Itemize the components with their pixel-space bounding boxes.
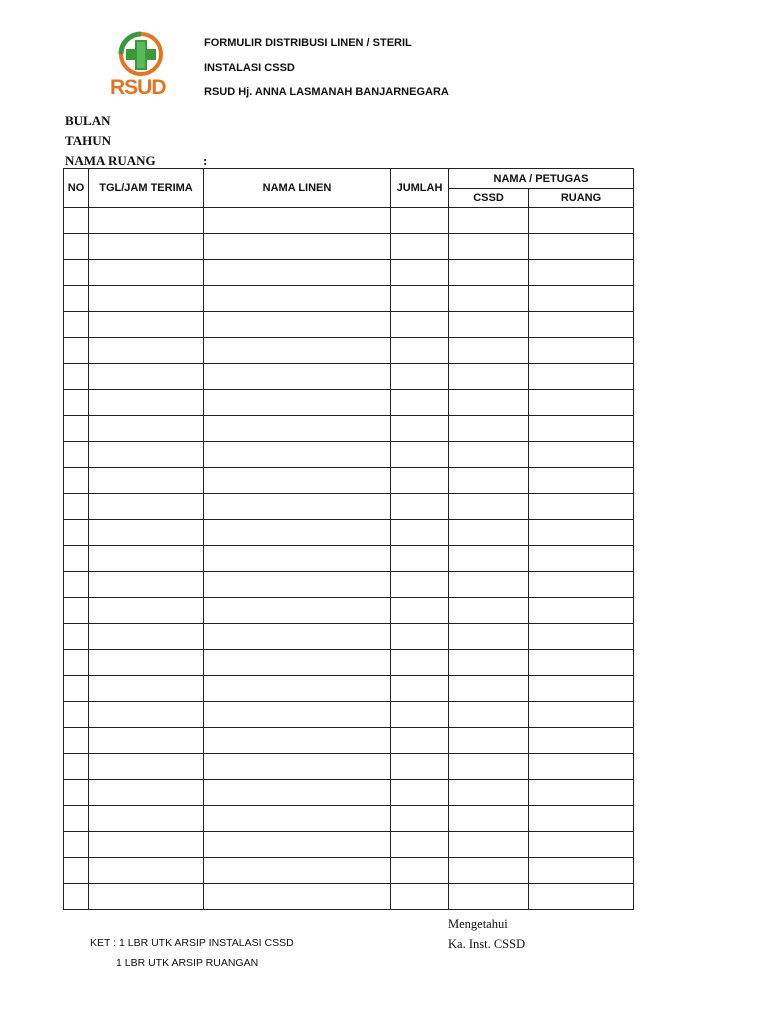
cell-cssd[interactable] bbox=[449, 390, 529, 416]
cell-ruang[interactable] bbox=[529, 546, 634, 572]
cell-no[interactable] bbox=[64, 650, 89, 676]
logo-text: RSUD bbox=[110, 76, 166, 99]
table-row bbox=[64, 442, 634, 468]
cell-cssd[interactable] bbox=[449, 338, 529, 364]
cell-jumlah[interactable] bbox=[391, 650, 449, 676]
cell-tgl-jam[interactable] bbox=[89, 572, 204, 598]
cell-jumlah[interactable] bbox=[391, 260, 449, 286]
table-row bbox=[64, 364, 634, 390]
cell-ruang[interactable] bbox=[529, 780, 634, 806]
cell-nama-linen[interactable] bbox=[204, 650, 391, 676]
table-row bbox=[64, 858, 634, 884]
cell-cssd[interactable] bbox=[449, 260, 529, 286]
cell-tgl-jam[interactable] bbox=[89, 754, 204, 780]
cell-cssd[interactable] bbox=[449, 598, 529, 624]
cell-nama-linen[interactable] bbox=[204, 208, 391, 234]
distribution-table bbox=[63, 168, 634, 910]
cell-jumlah[interactable] bbox=[391, 442, 449, 468]
header-no: NO bbox=[64, 169, 89, 208]
cell-ruang[interactable] bbox=[529, 364, 634, 390]
signature-mengetahui: Mengetahui bbox=[448, 917, 508, 931]
cell-cssd[interactable] bbox=[449, 728, 529, 754]
hospital-name: RSUD Hj. ANNA LASMANAH BANJARNEGARA bbox=[204, 86, 449, 98]
cell-nama-linen[interactable] bbox=[204, 416, 391, 442]
table-row bbox=[64, 520, 634, 546]
cell-tgl-jam[interactable] bbox=[89, 832, 204, 858]
cell-cssd[interactable] bbox=[449, 858, 529, 884]
cell-tgl-jam[interactable] bbox=[89, 312, 204, 338]
cell-nama-linen[interactable] bbox=[204, 598, 391, 624]
table-row bbox=[64, 312, 634, 338]
cell-ruang[interactable] bbox=[529, 598, 634, 624]
table-row bbox=[64, 624, 634, 650]
cell-jumlah[interactable] bbox=[391, 286, 449, 312]
cell-jumlah[interactable] bbox=[391, 858, 449, 884]
cell-cssd[interactable] bbox=[449, 624, 529, 650]
table-row bbox=[64, 416, 634, 442]
cell-nama-linen[interactable] bbox=[204, 520, 391, 546]
cell-jumlah[interactable] bbox=[391, 468, 449, 494]
cell-no[interactable] bbox=[64, 364, 89, 390]
header-tgl-jam: TGL/JAM TERIMA bbox=[89, 169, 204, 208]
bulan-label: BULAN bbox=[65, 113, 111, 128]
cell-nama-linen[interactable] bbox=[204, 572, 391, 598]
table-row bbox=[64, 728, 634, 754]
cell-cssd[interactable] bbox=[449, 702, 529, 728]
cell-no[interactable] bbox=[64, 494, 89, 520]
cell-no[interactable] bbox=[64, 390, 89, 416]
table-row bbox=[64, 468, 634, 494]
cell-tgl-jam[interactable] bbox=[89, 494, 204, 520]
cell-ruang[interactable] bbox=[529, 702, 634, 728]
cell-ruang[interactable] bbox=[529, 832, 634, 858]
cell-ruang[interactable] bbox=[529, 286, 634, 312]
hospital-logo bbox=[108, 30, 174, 106]
cell-cssd[interactable] bbox=[449, 442, 529, 468]
cell-no[interactable] bbox=[64, 598, 89, 624]
cell-no[interactable] bbox=[64, 858, 89, 884]
cell-jumlah[interactable] bbox=[391, 312, 449, 338]
cell-cssd[interactable] bbox=[449, 468, 529, 494]
cell-no[interactable] bbox=[64, 468, 89, 494]
cell-ruang[interactable] bbox=[529, 858, 634, 884]
cell-jumlah[interactable] bbox=[391, 546, 449, 572]
cell-no[interactable] bbox=[64, 728, 89, 754]
cell-nama-linen[interactable] bbox=[204, 338, 391, 364]
cell-cssd[interactable] bbox=[449, 416, 529, 442]
cell-ruang[interactable] bbox=[529, 442, 634, 468]
cell-nama-linen[interactable] bbox=[204, 286, 391, 312]
cell-nama-linen[interactable] bbox=[204, 858, 391, 884]
cell-tgl-jam[interactable] bbox=[89, 364, 204, 390]
cell-jumlah[interactable] bbox=[391, 676, 449, 702]
table-row bbox=[64, 286, 634, 312]
cell-jumlah[interactable] bbox=[391, 832, 449, 858]
table-row bbox=[64, 338, 634, 364]
cell-no[interactable] bbox=[64, 676, 89, 702]
table-row bbox=[64, 494, 634, 520]
ket-note-1: KET : 1 LBR UTK ARSIP INSTALASI CSSD bbox=[90, 937, 294, 949]
cell-nama-linen[interactable] bbox=[204, 494, 391, 520]
cell-ruang[interactable] bbox=[529, 650, 634, 676]
signature-title: Ka. Inst. CSSD bbox=[448, 937, 526, 951]
cell-ruang[interactable] bbox=[529, 572, 634, 598]
header-cssd: CSSD bbox=[449, 189, 529, 208]
cell-no[interactable] bbox=[64, 312, 89, 338]
cell-no[interactable] bbox=[64, 234, 89, 260]
cell-cssd[interactable] bbox=[449, 286, 529, 312]
cell-no[interactable] bbox=[64, 546, 89, 572]
cell-ruang[interactable] bbox=[529, 884, 634, 910]
cell-tgl-jam[interactable] bbox=[89, 806, 204, 832]
table-row bbox=[64, 234, 634, 260]
table-row bbox=[64, 208, 634, 234]
table-row bbox=[64, 884, 634, 910]
header-nama-petugas: NAMA / PETUGAS bbox=[449, 169, 634, 189]
cell-tgl-jam[interactable] bbox=[89, 390, 204, 416]
table-row bbox=[64, 546, 634, 572]
cell-cssd[interactable] bbox=[449, 806, 529, 832]
cell-jumlah[interactable] bbox=[391, 702, 449, 728]
cell-ruang[interactable] bbox=[529, 208, 634, 234]
cell-tgl-jam[interactable] bbox=[89, 234, 204, 260]
form-title: FORMULIR DISTRIBUSI LINEN / STERIL bbox=[204, 37, 412, 49]
cell-ruang[interactable] bbox=[529, 728, 634, 754]
cell-tgl-jam[interactable] bbox=[89, 728, 204, 754]
cell-nama-linen[interactable] bbox=[204, 546, 391, 572]
cell-tgl-jam[interactable] bbox=[89, 702, 204, 728]
cell-nama-linen[interactable] bbox=[204, 468, 391, 494]
cell-nama-linen[interactable] bbox=[204, 884, 391, 910]
cell-ruang[interactable] bbox=[529, 390, 634, 416]
cell-cssd[interactable] bbox=[449, 884, 529, 910]
header-ruang: RUANG bbox=[529, 189, 634, 208]
cell-no[interactable] bbox=[64, 442, 89, 468]
cell-no[interactable] bbox=[64, 286, 89, 312]
cell-jumlah[interactable] bbox=[391, 754, 449, 780]
cell-cssd[interactable] bbox=[449, 572, 529, 598]
ket-note-2: 1 LBR UTK ARSIP RUANGAN bbox=[116, 957, 259, 969]
cell-nama-linen[interactable] bbox=[204, 364, 391, 390]
cell-jumlah[interactable] bbox=[391, 598, 449, 624]
cell-no[interactable] bbox=[64, 416, 89, 442]
cell-jumlah[interactable] bbox=[391, 390, 449, 416]
cell-nama-linen[interactable] bbox=[204, 442, 391, 468]
cell-no[interactable] bbox=[64, 624, 89, 650]
cell-cssd[interactable] bbox=[449, 520, 529, 546]
cell-cssd[interactable] bbox=[449, 234, 529, 260]
cell-no[interactable] bbox=[64, 780, 89, 806]
logo-cross-icon bbox=[108, 30, 174, 80]
cell-cssd[interactable] bbox=[449, 312, 529, 338]
cell-tgl-jam[interactable] bbox=[89, 650, 204, 676]
cell-nama-linen[interactable] bbox=[204, 780, 391, 806]
cell-tgl-jam[interactable] bbox=[89, 260, 204, 286]
cell-tgl-jam[interactable] bbox=[89, 676, 204, 702]
table-row bbox=[64, 390, 634, 416]
cell-tgl-jam[interactable] bbox=[89, 286, 204, 312]
table-row bbox=[64, 806, 634, 832]
cell-ruang[interactable] bbox=[529, 494, 634, 520]
cell-nama-linen[interactable] bbox=[204, 754, 391, 780]
cell-tgl-jam[interactable] bbox=[89, 208, 204, 234]
cell-nama-linen[interactable] bbox=[204, 728, 391, 754]
cell-ruang[interactable] bbox=[529, 520, 634, 546]
cell-tgl-jam[interactable] bbox=[89, 624, 204, 650]
cell-jumlah[interactable] bbox=[391, 806, 449, 832]
cell-tgl-jam[interactable] bbox=[89, 338, 204, 364]
cell-ruang[interactable] bbox=[529, 234, 634, 260]
cell-jumlah[interactable] bbox=[391, 572, 449, 598]
header-nama-linen: NAMA LINEN bbox=[204, 169, 391, 208]
cell-jumlah[interactable] bbox=[391, 520, 449, 546]
cell-jumlah[interactable] bbox=[391, 728, 449, 754]
table-row bbox=[64, 676, 634, 702]
table-row bbox=[64, 754, 634, 780]
table-row bbox=[64, 832, 634, 858]
cell-cssd[interactable] bbox=[449, 676, 529, 702]
cell-jumlah[interactable] bbox=[391, 624, 449, 650]
cell-jumlah[interactable] bbox=[391, 780, 449, 806]
cell-tgl-jam[interactable] bbox=[89, 598, 204, 624]
cell-ruang[interactable] bbox=[529, 624, 634, 650]
table-row bbox=[64, 598, 634, 624]
cell-nama-linen[interactable] bbox=[204, 312, 391, 338]
cell-jumlah[interactable] bbox=[391, 364, 449, 390]
cell-no[interactable] bbox=[64, 702, 89, 728]
cell-nama-linen[interactable] bbox=[204, 702, 391, 728]
cell-tgl-jam[interactable] bbox=[89, 858, 204, 884]
cell-tgl-jam[interactable] bbox=[89, 442, 204, 468]
cell-cssd[interactable] bbox=[449, 364, 529, 390]
cell-cssd[interactable] bbox=[449, 650, 529, 676]
cell-cssd[interactable] bbox=[449, 208, 529, 234]
cell-jumlah[interactable] bbox=[391, 234, 449, 260]
cell-cssd[interactable] bbox=[449, 546, 529, 572]
cell-tgl-jam[interactable] bbox=[89, 520, 204, 546]
cell-tgl-jam[interactable] bbox=[89, 546, 204, 572]
cell-no[interactable] bbox=[64, 832, 89, 858]
cell-nama-linen[interactable] bbox=[204, 390, 391, 416]
cell-no[interactable] bbox=[64, 884, 89, 910]
cell-jumlah[interactable] bbox=[391, 338, 449, 364]
cell-nama-linen[interactable] bbox=[204, 234, 391, 260]
cell-jumlah[interactable] bbox=[391, 884, 449, 910]
installation-name: INSTALASI CSSD bbox=[204, 62, 295, 74]
cell-ruang[interactable] bbox=[529, 416, 634, 442]
cell-ruang[interactable] bbox=[529, 260, 634, 286]
cell-ruang[interactable] bbox=[529, 312, 634, 338]
cell-cssd[interactable] bbox=[449, 832, 529, 858]
cell-jumlah[interactable] bbox=[391, 208, 449, 234]
cell-nama-linen[interactable] bbox=[204, 624, 391, 650]
cell-nama-linen[interactable] bbox=[204, 260, 391, 286]
cell-ruang[interactable] bbox=[529, 806, 634, 832]
cell-no[interactable] bbox=[64, 572, 89, 598]
cell-jumlah[interactable] bbox=[391, 494, 449, 520]
table-row bbox=[64, 702, 634, 728]
cell-ruang[interactable] bbox=[529, 754, 634, 780]
cell-cssd[interactable] bbox=[449, 754, 529, 780]
cell-cssd[interactable] bbox=[449, 780, 529, 806]
table-row bbox=[64, 572, 634, 598]
nama-ruang-colon: : bbox=[203, 153, 208, 168]
cell-tgl-jam[interactable] bbox=[89, 468, 204, 494]
table-row bbox=[64, 260, 634, 286]
nama-ruang-label: NAMA RUANG bbox=[65, 153, 156, 168]
table-row bbox=[64, 650, 634, 676]
cell-no[interactable] bbox=[64, 806, 89, 832]
cell-nama-linen[interactable] bbox=[204, 806, 391, 832]
cell-ruang[interactable] bbox=[529, 676, 634, 702]
cell-no[interactable] bbox=[64, 520, 89, 546]
cell-ruang[interactable] bbox=[529, 338, 634, 364]
cell-cssd[interactable] bbox=[449, 494, 529, 520]
cell-no[interactable] bbox=[64, 338, 89, 364]
cell-nama-linen[interactable] bbox=[204, 832, 391, 858]
cell-nama-linen[interactable] bbox=[204, 676, 391, 702]
table-row bbox=[64, 780, 634, 806]
cell-no[interactable] bbox=[64, 260, 89, 286]
cell-no[interactable] bbox=[64, 208, 89, 234]
cell-no[interactable] bbox=[64, 754, 89, 780]
cell-jumlah[interactable] bbox=[391, 416, 449, 442]
tahun-label: TAHUN bbox=[65, 133, 111, 148]
header-jumlah: JUMLAH bbox=[391, 169, 449, 208]
cell-tgl-jam[interactable] bbox=[89, 780, 204, 806]
cell-ruang[interactable] bbox=[529, 468, 634, 494]
cell-tgl-jam[interactable] bbox=[89, 884, 204, 910]
cell-tgl-jam[interactable] bbox=[89, 416, 204, 442]
